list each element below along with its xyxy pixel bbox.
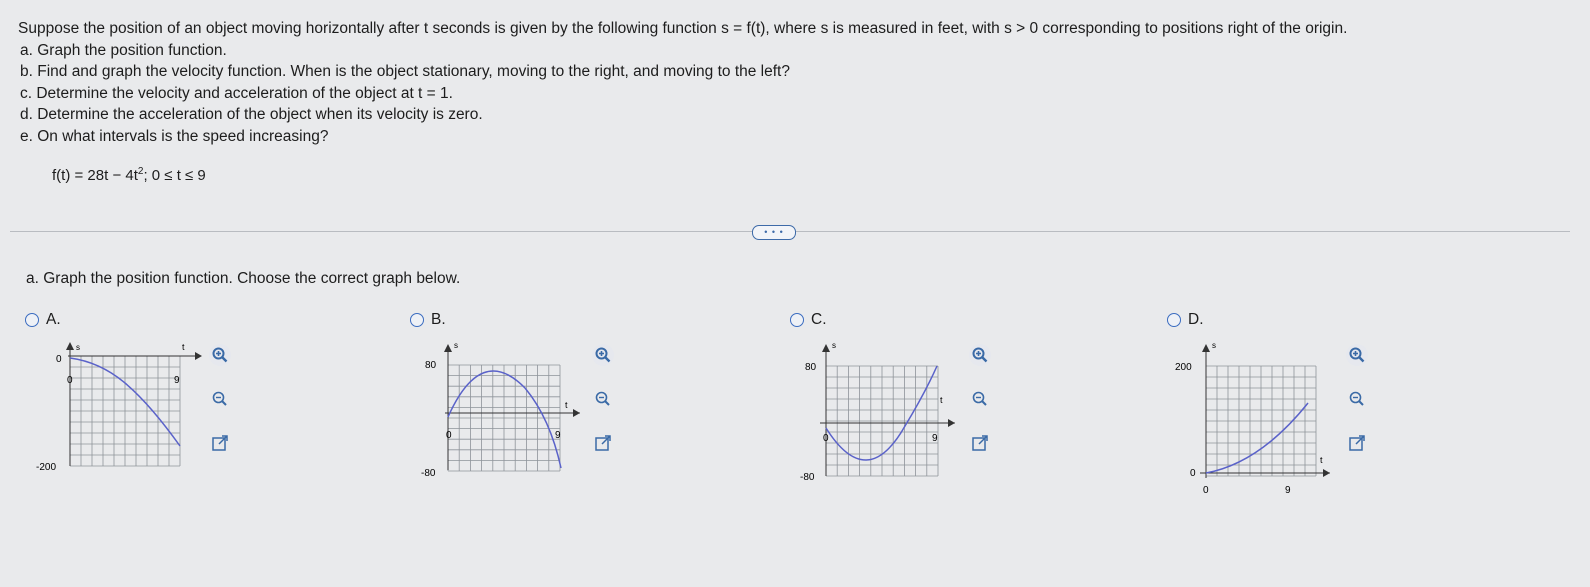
formula-main: f(t) = 28t − 4t: [52, 167, 138, 184]
y-tick-top: 200: [1175, 362, 1192, 373]
zoom-in-icon: [208, 343, 232, 367]
option-c-label: C.: [811, 311, 827, 328]
external-link-icon: [209, 432, 231, 454]
t-axis-arrow: [573, 409, 580, 417]
y-tick-bottom: 0: [1190, 468, 1196, 479]
graph-option-a: [30, 338, 210, 483]
problem-part-d: d. Determine the acceleration of the object when its velocity is zero.: [20, 106, 483, 123]
graph-grid: [448, 365, 560, 471]
axis-label-s: s: [454, 341, 458, 350]
x-tick-zero: 0: [823, 433, 829, 444]
x-tick-zero: 0: [67, 375, 73, 386]
graph-option-d: [1170, 338, 1350, 508]
option-d[interactable]: [1167, 311, 1204, 329]
s-axis-arrow: [1202, 344, 1210, 352]
option-d-label: D.: [1188, 311, 1204, 328]
x-tick-end: 9: [555, 430, 561, 441]
y-tick-bottom: -80: [421, 468, 436, 479]
zoom-out-icon: [208, 387, 232, 411]
zoom-out-button-a[interactable]: [205, 384, 235, 414]
x-tick-zero: 0: [446, 430, 452, 441]
position-function: [52, 166, 206, 184]
x-tick-zero: 0: [1203, 485, 1209, 496]
t-axis-arrow: [948, 419, 955, 427]
problem-part-e: e. On what intervals is the speed increasing?: [20, 127, 329, 145]
t-axis-arrow: [1323, 469, 1330, 477]
position-curve: [448, 371, 561, 468]
axis-label-t: t: [182, 342, 185, 352]
zoom-out-button-d[interactable]: [1342, 384, 1372, 414]
popout-button-d[interactable]: [1342, 428, 1372, 458]
external-link-icon: [1346, 432, 1368, 454]
option-c[interactable]: [790, 311, 827, 329]
graph-option-c: [795, 338, 975, 488]
radio-button-a[interactable]: [25, 313, 39, 327]
option-b[interactable]: [410, 311, 446, 329]
axis-label-t: t: [940, 395, 943, 405]
axis-label-t: t: [565, 400, 568, 410]
zoom-in-icon: [1345, 343, 1369, 367]
zoom-in-button-c[interactable]: [965, 340, 995, 370]
problem-part-b: b. Find and graph the velocity function. When is the object stationary, moving to the right, and moving to the left?: [20, 63, 790, 80]
position-curve: [826, 366, 937, 460]
x-tick-end: 9: [174, 375, 180, 386]
problem-part-c: c. Determine the velocity and acceleration of the object at t = 1.: [20, 84, 453, 102]
zoom-out-icon: [591, 387, 615, 411]
problem-part-a: a. Graph the position function.: [20, 41, 227, 59]
axis-label-s: s: [832, 341, 836, 350]
graph-grid: [70, 356, 180, 466]
zoom-in-icon: [968, 343, 992, 367]
y-tick-top: 0: [56, 354, 62, 365]
s-axis-arrow: [444, 344, 452, 352]
problem-intro: Suppose the position of an object moving horizontally after t seconds is given by the following function s = f(t), where s is measured in feet, with s > 0 corresponding to positions right of the origin.: [18, 20, 1348, 37]
zoom-out-icon: [1345, 387, 1369, 411]
radio-button-d[interactable]: [1167, 313, 1181, 327]
y-tick-top: 80: [425, 360, 437, 371]
x-tick-end: 9: [1285, 485, 1291, 496]
axis-label-t: t: [1320, 455, 1323, 465]
axis-label-s: s: [1212, 341, 1216, 350]
radio-button-c[interactable]: [790, 313, 804, 327]
formula-domain: ; 0 ≤ t ≤ 9: [143, 167, 206, 184]
y-tick-bottom: -200: [36, 462, 57, 473]
option-a-label: A.: [46, 311, 61, 328]
position-curve: [1206, 403, 1308, 473]
t-axis-arrow: [195, 352, 202, 360]
zoom-out-button-b[interactable]: [588, 384, 618, 414]
external-link-icon: [969, 432, 991, 454]
y-tick-top: 80: [805, 362, 817, 373]
external-link-icon: [592, 432, 614, 454]
zoom-in-button-a[interactable]: [205, 340, 235, 370]
popout-button-a[interactable]: [205, 428, 235, 458]
radio-button-b[interactable]: [410, 313, 424, 327]
zoom-out-icon: [968, 387, 992, 411]
option-b-label: B.: [431, 311, 446, 328]
graph-option-b: [415, 338, 595, 488]
question-text: a. Graph the position function. Choose the correct graph below.: [26, 270, 461, 287]
popout-button-c[interactable]: [965, 428, 995, 458]
x-tick-end: 9: [932, 433, 938, 444]
popout-button-b[interactable]: [588, 428, 618, 458]
axis-label-s: s: [76, 343, 80, 352]
expand-more-button[interactable]: • • •: [752, 225, 796, 240]
s-axis-arrow: [822, 344, 830, 352]
zoom-out-button-c[interactable]: [965, 384, 995, 414]
s-axis-arrow: [66, 342, 74, 350]
formula-exponent: 2: [137, 166, 144, 177]
y-tick-bottom: -80: [800, 472, 815, 483]
zoom-in-button-b[interactable]: [588, 340, 618, 370]
graph-grid: [1206, 366, 1316, 476]
problem-statement: [18, 18, 1347, 147]
graph-grid: [826, 366, 938, 476]
zoom-in-icon: [591, 343, 615, 367]
zoom-in-button-d[interactable]: [1342, 340, 1372, 370]
option-a[interactable]: [25, 311, 61, 329]
